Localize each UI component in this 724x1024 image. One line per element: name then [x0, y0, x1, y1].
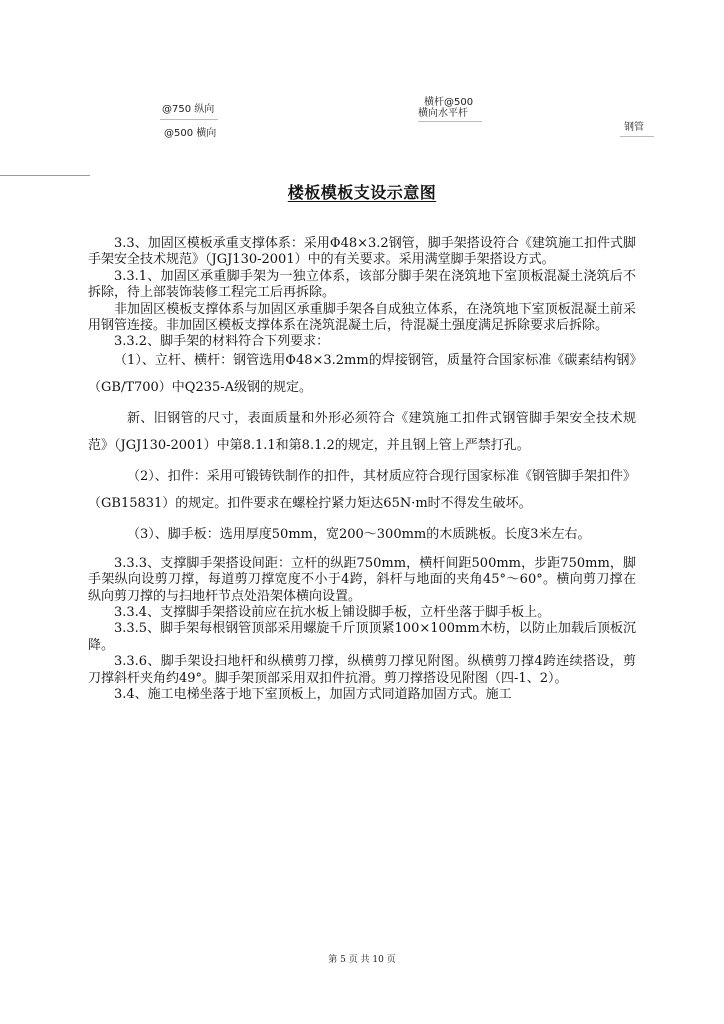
label-crossbar-spacing: 横杆@500 — [424, 97, 474, 108]
paragraph: 新、旧钢管的尺寸，表面质量和外形必须符合《建筑施工扣件式钢管脚手架安全技术规范》（JGJ130-2001）中第8.1.1和第8.1.2的规定，并且钢上管上严禁打孔。 — [88, 410, 636, 453]
label-underline — [160, 119, 218, 120]
label-horizontal-bar: 横向水平杆 — [418, 108, 468, 119]
paragraph: 3.3、加固区模板承重支撑体系：采用Φ48×3.2钢管，脚手架搭设符合《建筑施工扣件式脚手架安全技术规范》（JGJ130-2001）中的有关要求。采用满堂脚手架搭设方式。 — [88, 236, 636, 268]
paragraph: 3.3.5、脚手架每根钢管顶部采用螺旋千斤顶顶紧100×100mm木枋，以防止加载后顶板沉降。 — [88, 621, 636, 653]
paragraph: 3.3.4、支撑脚手架搭设前应在抗水板上铺设脚手板，立杆坐落于脚手板上。 — [114, 605, 551, 621]
label-longitudinal-spacing: @750 纵向 — [162, 104, 215, 115]
paragraph: （1）、立杆、横杆：钢管选用Φ48×3.2mm的焊接钢管，质量符合国家标准《碳素结构钢》（GB/T700）中Q235-A级钢的规定。 — [88, 352, 636, 395]
page-title: 楼板模板支设示意图 — [287, 183, 437, 202]
paragraph: 非加固区模板支撑体系与加固区承重脚手架各自成独立体系，在浇筑地下室顶板混凝土前采用钢管连接。非加固区模板支撑体系在浇筑混凝土后，待混凝土强度满足拆除要求后拆除。 — [88, 301, 636, 334]
page-footer: 第 5 页 共 10 页 — [328, 955, 396, 965]
paragraph: （3）、脚手板：选用厚度50mm，宽200～300mm的木质跳板。长度3米左右。 — [127, 526, 591, 542]
label-underline — [620, 136, 654, 137]
label-steel-pipe: 钢管 — [624, 122, 644, 133]
label-transverse-spacing: @500 横向 — [164, 128, 217, 139]
document-body — [88, 236, 636, 704]
paragraph: 3.3.6、脚手架设扫地杆和纵横剪刀撑，纵横剪刀撑见附图。纵横剪刀撑4跨连续搭设，剪刀撑斜杆夹角约49°。脚手架顶部采用双扣件抗滑。剪刀撑搭设见附图（四-1、2）。 — [88, 654, 636, 686]
paragraph: 3.4、施工电梯坐落于地下室顶板上，加固方式同道路加固方式。施工 — [114, 687, 512, 703]
label-underline — [418, 121, 482, 122]
paragraph: 3.3.2、脚手架的材料符合下列要求： — [114, 334, 330, 350]
paragraph: 3.3.3、支撑脚手架搭设间距：立杆的纵距750mm，横杆间距500mm，步距750mm，脚手架纵向设剪刀撑，每道剪刀撑宽度不小于4跨，斜杆与地面的夹角45°～60°。横向剪刀撑在纵向剪刀撑的与扫地杆节点处沿架体横向设置。 — [88, 555, 636, 604]
paragraph: 3.3.1、加固区承重脚手架为一独立体系，该部分脚手架在浇筑地下室顶板混凝土浇筑后不拆除，待上部装饰装修工程完工后再拆除。 — [88, 268, 636, 301]
paragraph: （2）、扣件：采用可锻铸铁制作的扣件，其材质应符合现行国家标准《钢管脚手架扣件》（GB15831）的规定。扣件要求在螺栓拧紧力矩达65N·m时不得发生破坏。 — [88, 468, 636, 511]
diagram-edge-line — [0, 175, 90, 176]
